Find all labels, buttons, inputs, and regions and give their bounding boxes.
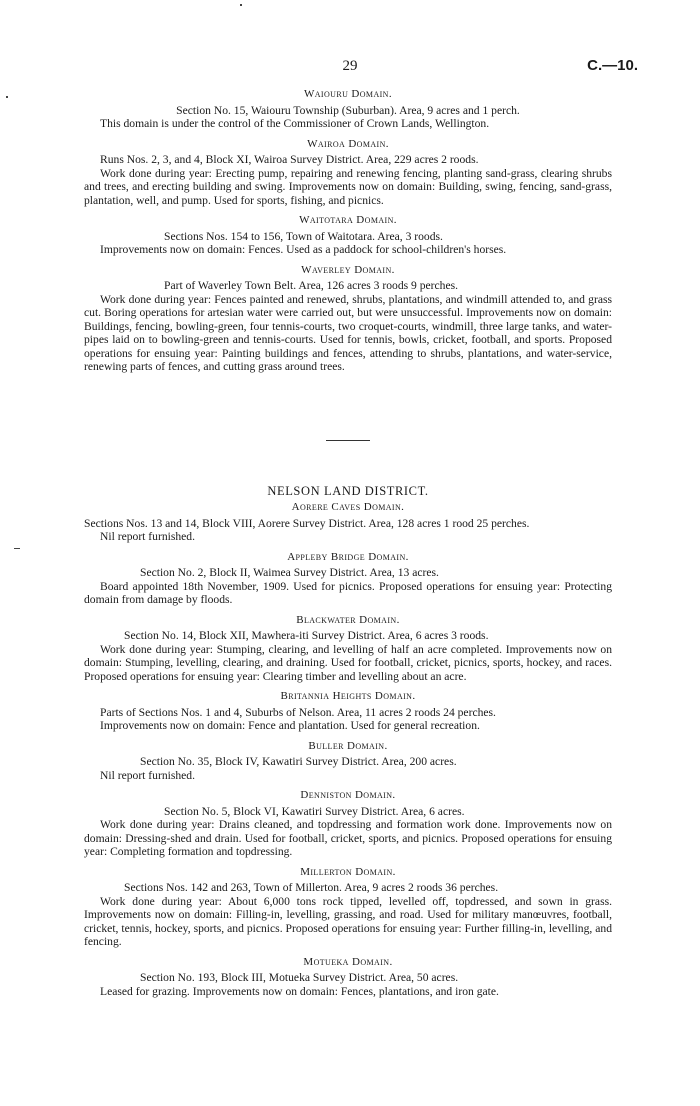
domain-report: Work done during year: Drains cleaned, and topdressing and formation work done. Improvements now on domain: Dressing-shed and drain. Used for football, cricket, sports, and picnics. Proposed operations for ensuing year: Completing formation and topdressing. bbox=[84, 818, 612, 858]
domain-report: Improvements now on domain: Fences. Used as a paddock for school-children's horses. bbox=[100, 243, 507, 256]
document-body bbox=[84, 88, 612, 998]
domain-description: Section No. 15, Waiouru Township (Suburban). Area, 9 acres and 1 perch. bbox=[176, 103, 520, 117]
domain-heading-wairoa: Wairoa Domain. bbox=[307, 137, 389, 150]
domain-description: Section No. 5, Block VI, Kawatiri Survey District. Area, 6 acres. bbox=[164, 804, 465, 818]
domain-report: Nil report furnished. bbox=[100, 768, 195, 782]
domain-description: Sections Nos. 154 to 156, Town of Waitotara. Area, 3 roods. bbox=[164, 229, 443, 243]
district-heading: NELSON LAND DISTRICT. bbox=[267, 483, 429, 498]
document-code: C.—10. bbox=[587, 57, 638, 74]
domain-heading-aorere: Aorere Caves Domain. bbox=[291, 501, 405, 513]
scan-speck bbox=[14, 548, 20, 549]
domain-description: Runs Nos. 2, 3, and 4, Block XI, Wairoa Survey District. Area, 229 acres 2 roods. bbox=[100, 153, 479, 166]
domain-heading-waverley: Waverley Domain. bbox=[301, 263, 395, 276]
domain-description: Sections Nos. 142 and 263, Town of Millerton. Area, 9 acres 2 roods 36 perches. bbox=[124, 881, 499, 894]
domain-heading-waitotara: Waitotara Domain. bbox=[299, 214, 397, 226]
domain-heading-blackwater: Blackwater Domain. bbox=[296, 613, 400, 626]
domain-heading-appleby: Appleby Bridge Domain. bbox=[287, 550, 409, 563]
domain-report: Work done during year: Stumping, clearing, and levelling of half an acre completed. Improvements now on domain: Stumping, levelling, clearing, and draining. Used for football, cricket, picnics, sports, hockey, and races. Proposed operations for ensuing year: Clearing timber and levelling about an acre. bbox=[84, 642, 612, 683]
domain-description: Section No. 193, Block III, Motueka Survey District. Area, 50 acres. bbox=[140, 971, 459, 984]
section-divider bbox=[326, 440, 370, 441]
domain-heading-motueka: Motueka Domain. bbox=[303, 955, 393, 968]
page-number: 29 bbox=[342, 58, 358, 74]
domain-heading-waiouru: Waiouru Domain. bbox=[303, 88, 393, 100]
domain-heading-denniston: Denniston Domain. bbox=[300, 789, 396, 801]
domain-description: Sections Nos. 13 and 14, Block VIII, Aorere Survey District. Area, 128 acres 1 rood 25 perches. bbox=[84, 516, 530, 530]
domain-report: Work done during year: Fences painted and renewed, shrubs, plantations, and windmill attended to, and grass cut. Boring operations for artesian water were carried out, but were unsuccessful. Improvements now on domain: Buildings, fencing, bowling-green, four tennis-courts, two croquet-courts, windmill, three large tanks, and water-pipes laid on to bowling-green and tennis-courts. Used for tennis, bowls, cricket, football, and sports. Proposed operations for ensuing year: Painting buildings and fences, attending to shrubs, plantations, and water-service, renewing parts of fences, and cutting grass around trees. bbox=[84, 292, 612, 373]
domain-report: Improvements now on domain: Fence and plantation. Used for general recreation. bbox=[100, 719, 480, 732]
domain-report: Leased for grazing. Improvements now on domain: Fences, plantations, and iron gate. bbox=[100, 984, 499, 998]
domain-description: Part of Waverley Town Belt. Area, 126 acres 3 roods 9 perches. bbox=[164, 279, 459, 292]
domain-report: Work done during year: Erecting pump, repairing and renewing fencing, planting sand-grass, clearing shrubs and trees, and erecting building and swing. Improvements now on domain: Building, swing, fencing, sand-grass, plantation, well, and pump. Used for sports, fishing, and picnics. bbox=[84, 166, 612, 207]
domain-heading-buller: Buller Domain. bbox=[308, 739, 388, 752]
domain-description: Parts of Sections Nos. 1 and 4, Suburbs of Nelson. Area, 11 acres 2 roods 24 perches. bbox=[100, 705, 496, 719]
domain-description: Section No. 35, Block IV, Kawatiri Survey District. Area, 200 acres. bbox=[140, 755, 457, 768]
domain-heading-britannia: Britannia Heights Domain. bbox=[280, 690, 416, 702]
domain-description: Section No. 14, Block XII, Mawhera-iti Survey District. Area, 6 acres 3 roods. bbox=[124, 629, 489, 642]
domain-description: Section No. 2, Block II, Waimea Survey District. Area, 13 acres. bbox=[140, 566, 439, 579]
domain-report: Board appointed 18th November, 1909. Used for picnics. Proposed operations for ensuing year: Protecting domain from damage by floods. bbox=[84, 579, 612, 606]
domain-report: This domain is under the control of the Commissioner of Crown Lands, Wellington. bbox=[100, 117, 490, 130]
domain-report: Work done during year: About 6,000 tons rock tipped, levelled off, topdressed, and sown in grass. Improvements now on domain: Filling-in, levelling, grassing, and road. Used for military manœuvres, football, cricket, tennis, hockey, sports, and picnics. Proposed operations for ensuing year: Further filling-in, levelling, and fencing. bbox=[84, 894, 612, 948]
scan-speck bbox=[6, 96, 8, 98]
scan-speck bbox=[240, 4, 242, 6]
domain-heading-millerton: Millerton Domain. bbox=[300, 865, 396, 878]
domain-report: Nil report furnished. bbox=[100, 530, 195, 543]
